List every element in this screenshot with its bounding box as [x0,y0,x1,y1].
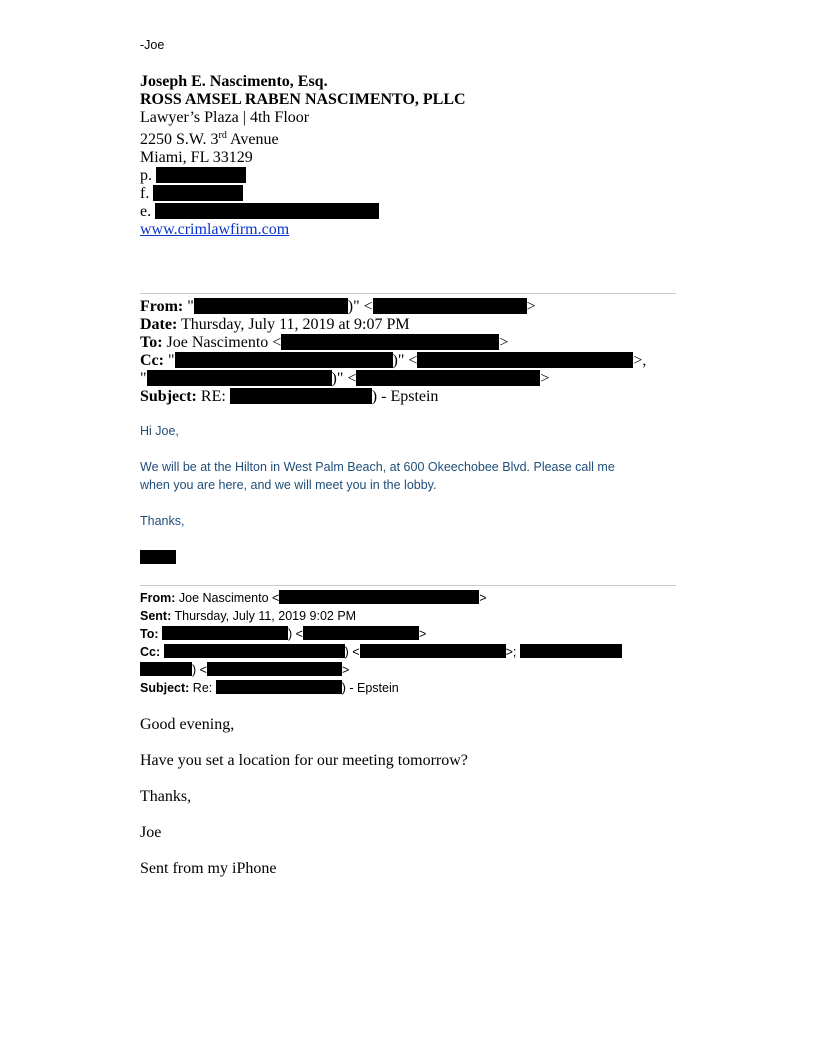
email2-question: Have you set a location for our meeting tomorrow? [140,752,468,769]
divider [140,293,676,294]
divider [140,585,676,586]
signature-name: Joseph E. Nascimento, Esq. [140,73,328,90]
website-link[interactable]: www.crimlawfirm.com [140,221,290,238]
signature-firm: ROSS AMSEL RABEN NASCIMENTO, PLLC [140,91,466,108]
redaction [373,298,527,314]
redaction [140,662,192,676]
redaction [281,334,499,350]
email1-greeting: Hi Joe, [140,424,179,438]
email1-to: To: Joe Nascimento < > [140,334,509,351]
email1-subject: Subject: RE: ) - Epstein [140,388,439,405]
signature-street: 2250 S.W. 3rd Avenue [140,130,279,148]
email2-footer: Sent from my iPhone [140,860,277,877]
redaction [207,662,342,676]
signature-city: Miami, FL 33129 [140,149,253,166]
email1-body-line: We will be at the Hilton in West Palm Beach, at 600 Okeechobee Blvd. Please call me [140,460,615,474]
email1-thanks: Thanks, [140,514,185,528]
signoff-text: -Joe [140,38,165,52]
redaction [156,167,246,183]
redaction [356,370,540,386]
email2-sent: Sent: Thursday, July 11, 2019 9:02 PM [140,609,357,623]
signature-building: Lawyer’s Plaza | 4th Floor [140,109,310,126]
redaction [230,388,372,404]
redaction [279,590,479,604]
redaction [194,298,348,314]
email2-from: From: Joe Nascimento < > [140,591,487,605]
redaction [520,644,622,658]
redaction [147,370,332,386]
signature-fax: f. [140,185,243,203]
redaction [140,550,176,564]
email1-cc: Cc: " )" < >, [140,352,647,369]
email1-body-line: when you are here, and we will meet you in the lobby. [140,478,437,492]
redaction [155,203,379,219]
redaction [175,352,393,368]
email1-cc-cont: " )" < > [140,370,550,387]
redaction [417,352,633,368]
signature-website [140,221,289,239]
email2-subject: Subject: Re: ) - Epstein [140,681,399,695]
email1-date: Date: Thursday, July 11, 2019 at 9:07 PM [140,316,410,333]
signature-phone: p. [140,167,246,185]
email2-name: Joe [140,824,162,841]
email2-cc: Cc: ) < >; [140,643,622,661]
redaction [216,680,342,694]
redaction [153,185,243,201]
redaction [303,626,419,640]
redaction [162,626,288,640]
redaction [360,644,506,658]
email2-greeting: Good evening, [140,716,235,733]
signature-email: e. [140,203,379,221]
email2-to: To: ) < > [140,627,427,641]
redaction [164,644,345,658]
email2-cc-cont: ) < > [140,661,349,679]
email2-thanks: Thanks, [140,788,192,805]
email1-from: From: " )" < > [140,298,536,315]
